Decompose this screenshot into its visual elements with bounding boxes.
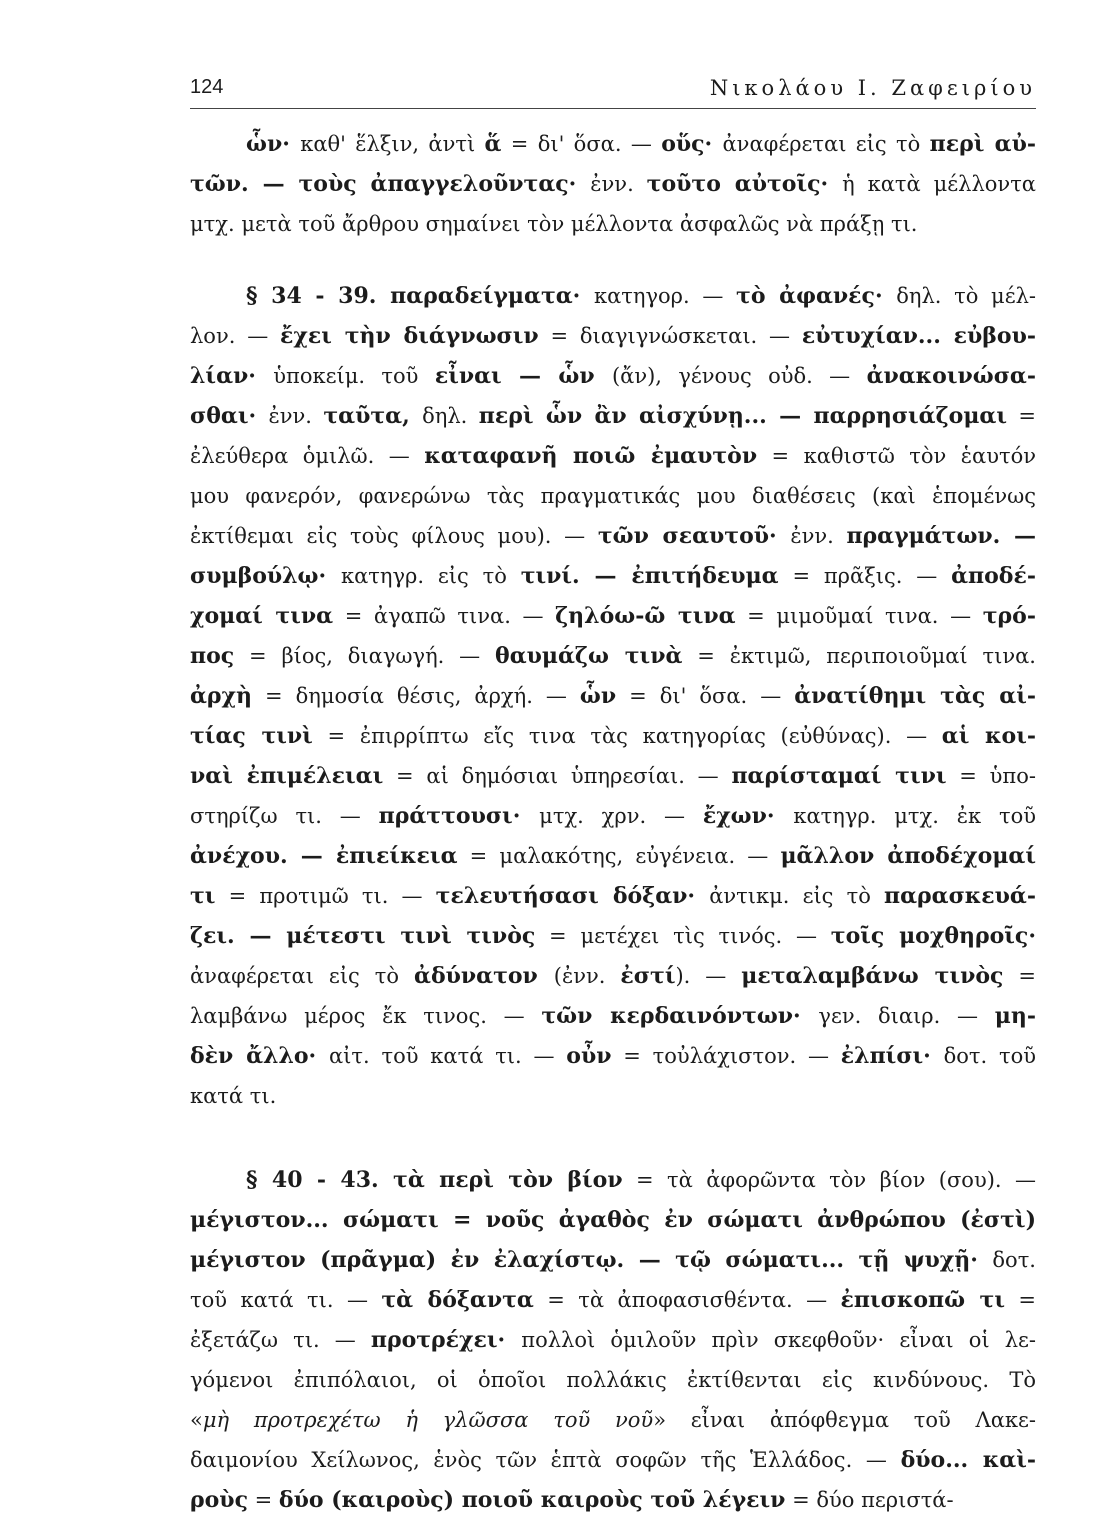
gloss-text: δοτ. τοῦ <box>943 1044 1037 1068</box>
lemma-text: εὐτυχίαν... εὐβου- <box>801 323 1036 349</box>
lemma-text: τοῦτο αὐτοῖς· <box>646 171 843 197</box>
gloss-text: = ἐπιρρίπτω εἴς τινα τὰς κατηγορίας (εὐθύνας). — <box>312 724 942 748</box>
lemma-text: μη- <box>994 1003 1036 1029</box>
lemma-text: ἀδύνατον <box>414 963 554 989</box>
gloss-text: δοτ. <box>992 1248 1036 1272</box>
gloss-text: ἡ κατὰ μέλλοντα <box>842 172 1036 196</box>
gloss-text: = ὑπο- <box>946 764 1036 788</box>
gloss-text: = αἱ δημόσιαι ὑπηρεσίαι. — <box>383 764 732 788</box>
text-line <box>190 316 1036 356</box>
text-line <box>190 1240 1036 1280</box>
gloss-text: = πρᾶξις. — <box>778 564 952 588</box>
gloss-text: τοῦ κατά τι. — <box>190 1288 382 1312</box>
gloss-text: (ἄν), γένους οὐδ. — <box>611 364 867 388</box>
lemma-text: τὸ ἀφανές· <box>736 283 897 309</box>
gloss-text: ἐξετάζω τι. — <box>190 1328 371 1352</box>
gloss-text: = τὰ ἀποφασισθέντα. — <box>533 1288 841 1312</box>
gloss-text: (ἐνν. <box>553 964 621 988</box>
page-body <box>190 124 1036 1520</box>
lemma-text: ροὺς <box>190 1487 248 1513</box>
lemma-text: ἀνέχου. — ἐπιείκεια <box>190 843 458 869</box>
gloss-text: = μιμοῦμαί τινα. — <box>735 604 983 628</box>
text-line <box>190 876 1036 916</box>
text-line <box>190 556 1036 596</box>
gloss-text: ἀναφέρεται εἰς τὸ <box>722 132 930 156</box>
text-line <box>190 636 1036 676</box>
lemma-text: πος <box>190 643 235 669</box>
page-header <box>190 76 1036 109</box>
lemma-text: οὖν <box>566 1043 612 1069</box>
text-line <box>190 396 1036 436</box>
lemma-text: ζει. — μέτεστι τινὶ τινὸς <box>190 923 536 949</box>
gloss-text: δαιμονίου Χείλωνος, ἑνὸς τῶν ἑπτὰ σοφῶν τῆς Ἑλλάδος. — <box>190 1448 901 1472</box>
gloss-text: = δι' ὅσα. — <box>501 132 662 156</box>
text-line <box>190 916 1036 956</box>
lemma-text: λίαν· <box>190 363 274 389</box>
gloss-text: δηλ. <box>422 404 479 428</box>
lemma-text: δύο (καιροὺς) ποιοῦ καιροὺς τοῦ λέγειν <box>278 1487 786 1513</box>
lemma-text: ἐλπίσι· <box>840 1043 944 1069</box>
text-line <box>190 756 1036 796</box>
gloss-text: = καθιστῶ τὸν ἑαυτόν <box>757 444 1036 468</box>
gloss-text: μτχ. μετὰ τοῦ ἄρθρου σημαίνει τὸν μέλλοντα ἀσφαλῶς νὰ πράξῃ τι. <box>190 212 918 236</box>
gloss-text: γεν. διαιρ. — <box>818 1004 995 1028</box>
lemma-text: οὕς· <box>661 131 723 157</box>
lemma-text: τελευτήσασι δόξαν· <box>435 883 710 909</box>
lemma-text: ἐστί <box>620 963 676 989</box>
gloss-text: ἐνν. <box>590 172 647 196</box>
text-line <box>190 796 1036 836</box>
gloss-text: κατηγορ. — <box>593 284 737 308</box>
text-line <box>190 436 1036 476</box>
lemma-text: ἔχων· <box>702 803 794 829</box>
lemma-text: τι <box>190 883 216 909</box>
lemma-text: ταῦτα, <box>323 403 423 429</box>
lemma-text: περὶ ὧν ἂν αἰσχύνῃ... — παρρησιάζομαι <box>478 403 1007 429</box>
lemma-text: § 40 - 43. τὰ περὶ τὸν βίον <box>246 1167 623 1193</box>
gloss-text: ἐνν. <box>268 404 324 428</box>
text-line <box>190 996 1036 1036</box>
lemma-text: δύο... καὶ- <box>900 1447 1037 1473</box>
gloss-text: = ἀγαπῶ τινα. — <box>333 604 556 628</box>
lemma-text: εἶναι — ὧν <box>434 363 612 389</box>
lemma-text: τῶν. — τοὺς ἀπαγγελοῦντας· <box>190 171 591 197</box>
text-line <box>190 1320 1036 1360</box>
text-line <box>190 1360 1036 1400</box>
lemma-text: δὲν ἄλλο· <box>190 1043 329 1069</box>
gloss-text: ἐνν. <box>790 524 847 548</box>
lemma-text: τῶν κερδαινόντων· <box>541 1003 819 1029</box>
gloss-text: ἀναφέρεται εἰς τὸ <box>190 964 415 988</box>
lemma-text: μέγιστον (πρᾶγμα) ἐν ἐλαχίστῳ. — τῷ σώματι... τῇ ψυχῇ· <box>190 1247 993 1273</box>
paragraph <box>190 1160 1036 1520</box>
gloss-text: = μαλακότης, εὐγένεια. — <box>457 844 781 868</box>
gloss-text: ἀντικμ. εἰς τὸ <box>709 884 884 908</box>
lemma-text: πράττουσι· <box>378 803 540 829</box>
gloss-text: κατηγρ. εἰς τὸ <box>340 564 521 588</box>
text-line <box>190 1480 1036 1520</box>
gloss-text: » εἶναι ἀπόφθεγμα τοῦ Λακε- <box>653 1408 1037 1432</box>
text-line <box>190 516 1036 556</box>
gloss-text: = δι' ὅσα. — <box>616 684 795 708</box>
lemma-text: τινί. — ἐπιτήδευμα <box>520 563 779 589</box>
lemma-text: θαυμάζω τινὰ <box>495 643 683 669</box>
gloss-text: κατηγρ. μτχ. ἐκ τοῦ <box>793 804 1036 828</box>
lemma-text: αἱ κοι- <box>941 723 1036 749</box>
gloss-text: = <box>1007 404 1036 428</box>
lemma-text: ἅ <box>484 131 502 157</box>
lemma-text: σθαι· <box>190 403 269 429</box>
gloss-text: = <box>1003 964 1037 988</box>
lemma-text: μεταλαμβάνω τινὸς <box>741 963 1004 989</box>
gloss-text: γόμενοι ἐπιπόλαιοι, οἱ ὁποῖοι πολλάκις ἐκτίθενται εἰς κινδύνους. Τὸ <box>190 1368 1036 1392</box>
lemma-text: ναὶ ἐπιμέλειαι <box>190 763 384 789</box>
text-line <box>190 1036 1036 1076</box>
text-line <box>190 1160 1036 1200</box>
gloss-text: ἐκτίθεμαι εἰς τοὺς φίλους μου). — <box>190 524 598 548</box>
lemma-text: περὶ αὐ- <box>929 131 1036 157</box>
gloss-text: μὴ προτρεχέτω ἡ γλῶσσα τοῦ νοῦ <box>202 1408 654 1432</box>
text-line <box>190 1280 1036 1320</box>
gloss-text: δηλ. τὸ μέλ- <box>896 284 1036 308</box>
gloss-text: αἰτ. τοῦ κατά τι. — <box>328 1044 567 1068</box>
gloss-text: = <box>247 1488 279 1512</box>
lemma-text: χομαί τινα <box>190 603 334 629</box>
text-line <box>190 1200 1036 1240</box>
lemma-text: ὧν <box>579 683 617 709</box>
lemma-text: μέγιστον... σώματι = νοῦς ἀγαθὸς ἐν σώματι ἀνθρώπου (ἐστὶ) <box>190 1207 1036 1233</box>
paragraph <box>190 276 1036 1116</box>
text-line <box>190 676 1036 716</box>
lemma-text: προτρέχει· <box>370 1327 522 1353</box>
gloss-text: λαμβάνω μέρος ἔκ τινος. — <box>190 1004 542 1028</box>
gloss-text: = διαγιγνώσκεται. — <box>538 324 802 348</box>
lemma-text: τοῖς μοχθηροῖς· <box>830 923 1036 949</box>
text-line <box>190 1076 1036 1116</box>
lemma-text: τὰ δόξαντα <box>381 1287 534 1313</box>
gloss-text: = δημοσία θέσις, ἀρχή. — <box>252 684 580 708</box>
lemma-text: παρασκευά- <box>883 883 1036 909</box>
text-line <box>190 716 1036 756</box>
text-line <box>190 956 1036 996</box>
gloss-text: πολλοὶ ὁμιλοῦν πρὶν σκεφθοῦν· εἶναι οἱ λε- <box>521 1328 1036 1352</box>
gloss-text: ὑποκείμ. τοῦ <box>273 364 435 388</box>
gloss-text: « <box>190 1408 203 1432</box>
lemma-text: πραγμάτων. — <box>846 523 1036 549</box>
lemma-text: ἀνακοινώσα- <box>866 363 1036 389</box>
lemma-text: ἐπισκοπῶ τι <box>840 1287 1005 1313</box>
text-line <box>190 836 1036 876</box>
gloss-text: κατά τι. <box>190 1084 277 1108</box>
gloss-text: στηρίζω τι. — <box>190 804 379 828</box>
text-line <box>190 476 1036 516</box>
gloss-text: = <box>1004 1288 1036 1312</box>
text-line <box>190 276 1036 316</box>
gloss-text: = μετέχει τὶς τινός. — <box>535 924 831 948</box>
lemma-text: παρίσταμαί τινι <box>731 763 947 789</box>
lemma-text: ὧν· <box>246 131 301 157</box>
gloss-text: μου φανερόν, φανερώνω τὰς πραγματικάς μου διαθέσεις (καὶ ἑπομένως <box>190 484 1036 508</box>
text-line <box>190 1440 1036 1480</box>
lemma-text: ζηλόω-ῶ τινα <box>555 603 736 629</box>
text-line <box>190 204 1036 244</box>
text-line <box>190 356 1036 396</box>
gloss-text: ). — <box>675 964 742 988</box>
text-line <box>190 124 1036 164</box>
lemma-text: τρό- <box>982 603 1036 629</box>
gloss-text: = τὰ ἀφορῶντα τὸν βίον (σου). — <box>622 1168 1036 1192</box>
paragraph <box>190 124 1036 244</box>
lemma-text: ἔχει τὴν διάγνωσιν <box>280 323 539 349</box>
gloss-text: = προτιμῶ τι. — <box>215 884 436 908</box>
lemma-text: ἀποδέ- <box>951 563 1036 589</box>
lemma-text: συμβούλῳ· <box>190 563 341 589</box>
text-line <box>190 596 1036 636</box>
lemma-text: τῶν σεαυτοῦ· <box>597 523 791 549</box>
lemma-text: § 34 - 39. παραδείγματα· <box>246 283 594 309</box>
lemma-text: ἀρχὴ <box>190 683 253 709</box>
text-line <box>190 164 1036 204</box>
lemma-text: τίας τινὶ <box>190 723 313 749</box>
running-title: Νικολάου Ι. Ζαφειρίου <box>709 76 1036 100</box>
gloss-text: = δύο περιστά- <box>785 1488 954 1512</box>
gloss-text: ἐλεύθερα ὁμιλῶ. — <box>190 444 425 468</box>
text-line <box>190 1400 1036 1440</box>
gloss-text: μτχ. χρν. — <box>539 804 703 828</box>
lemma-text: μᾶλλον ἀποδέχομαί <box>780 843 1036 869</box>
gloss-text: λον. — <box>190 324 281 348</box>
page-number: 124 <box>190 76 224 98</box>
lemma-text: καταφανῆ ποιῶ ἐμαυτὸν <box>424 443 758 469</box>
gloss-text: = ἐκτιμῶ, περιποιοῦμαί τινα. <box>682 644 1036 668</box>
gloss-text: = βίος, διαγωγή. — <box>234 644 496 668</box>
gloss-text: καθ' ἕλξιν, ἀντὶ <box>300 132 485 156</box>
gloss-text: = τοὐλάχιστον. — <box>611 1044 841 1068</box>
lemma-text: ἀνατίθημι τὰς αἰ- <box>794 683 1036 709</box>
